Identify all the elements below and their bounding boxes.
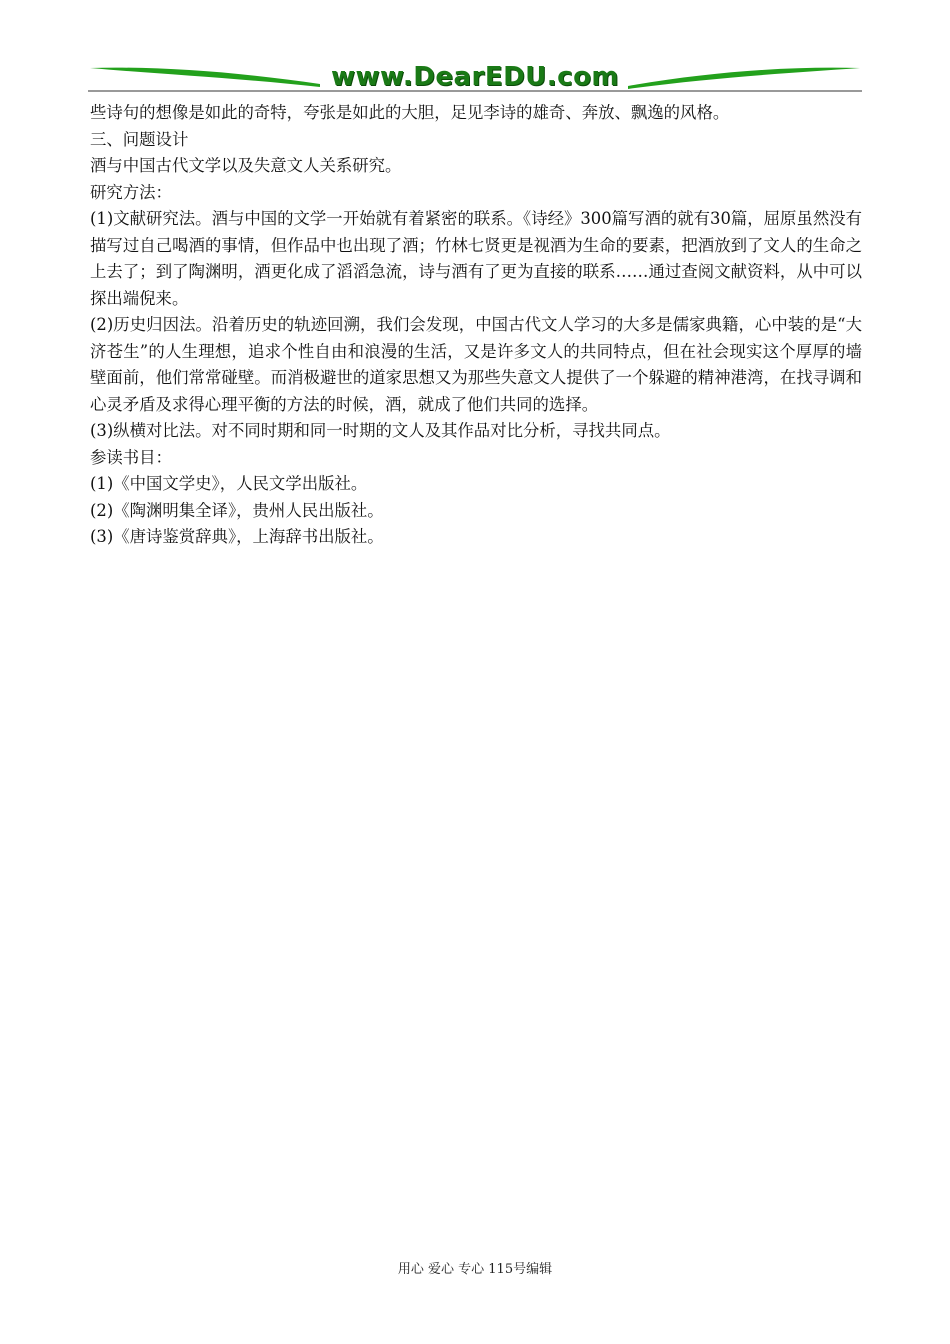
research-methods-heading: 研究方法： [90,182,172,202]
research-topic: 酒与中国古代文学以及失意文人关系研究。 [90,156,402,175]
page-footer: 用心 爱心 专心 115号编辑 [397,1262,553,1277]
document-body [90,100,862,551]
reading-list-item: (1)《中国文学史》，人民文学出版社。 [90,474,368,493]
reading-list-item: (2)《陶渊明集全译》，贵州人民出版社。 [90,500,384,520]
paragraph-li-poetry-style: 些诗句的想像是如此的奇特，夸张是如此的大胆，足见李诗的雄奇、奔放、飘逸的风格。 [90,103,730,122]
site-logo-text: www.DearEDU.com [330,62,620,92]
reading-list-item: (3)《唐诗鉴赏辞典》，上海辞书出版社。 [90,527,384,546]
method-comparison: (3)纵横对比法。对不同时期和同一时期的文人及其作品对比分析，寻找共同点。 [90,421,671,440]
section-heading-question-design: 三、问题设计 [90,129,189,149]
method-historical-attribution: (2)历史归因法。沿着历史的轨迹回溯，我们会发现，中国古代文人学习的大多是儒家典籍，心中装的是“大济苍生”的人生理想，追求个性自由和浪漫的生活，又是许多文人的共同特点，但在社会现实这个厚厚的墙壁面前，他们常常碰壁。而消极避世的道家思想又为那些失意文人提供了一个躲避的精神港湾，在找寻调和心灵矛盾及求得心理平衡的方法的时候，酒，就成了他们共同的选择。 [90,315,862,414]
page-header [88,56,862,96]
reading-list-heading: 参读书目： [90,447,172,467]
method-literature-research: (1)文献研究法。酒与中国的文学一开始就有着紧密的联系。《诗经》300篇写酒的就有30篇，屈原虽然没有描写过自己喝酒的事情，但作品中也出现了酒；竹林七贤更是视酒为生命的要素，把酒放到了文人的生命之上去了；到了陶渊明，酒更化成了滔滔急流，诗与酒有了更为直接的联系……通过查阅文献资料，从中可以探出端倪来。 [90,209,862,308]
